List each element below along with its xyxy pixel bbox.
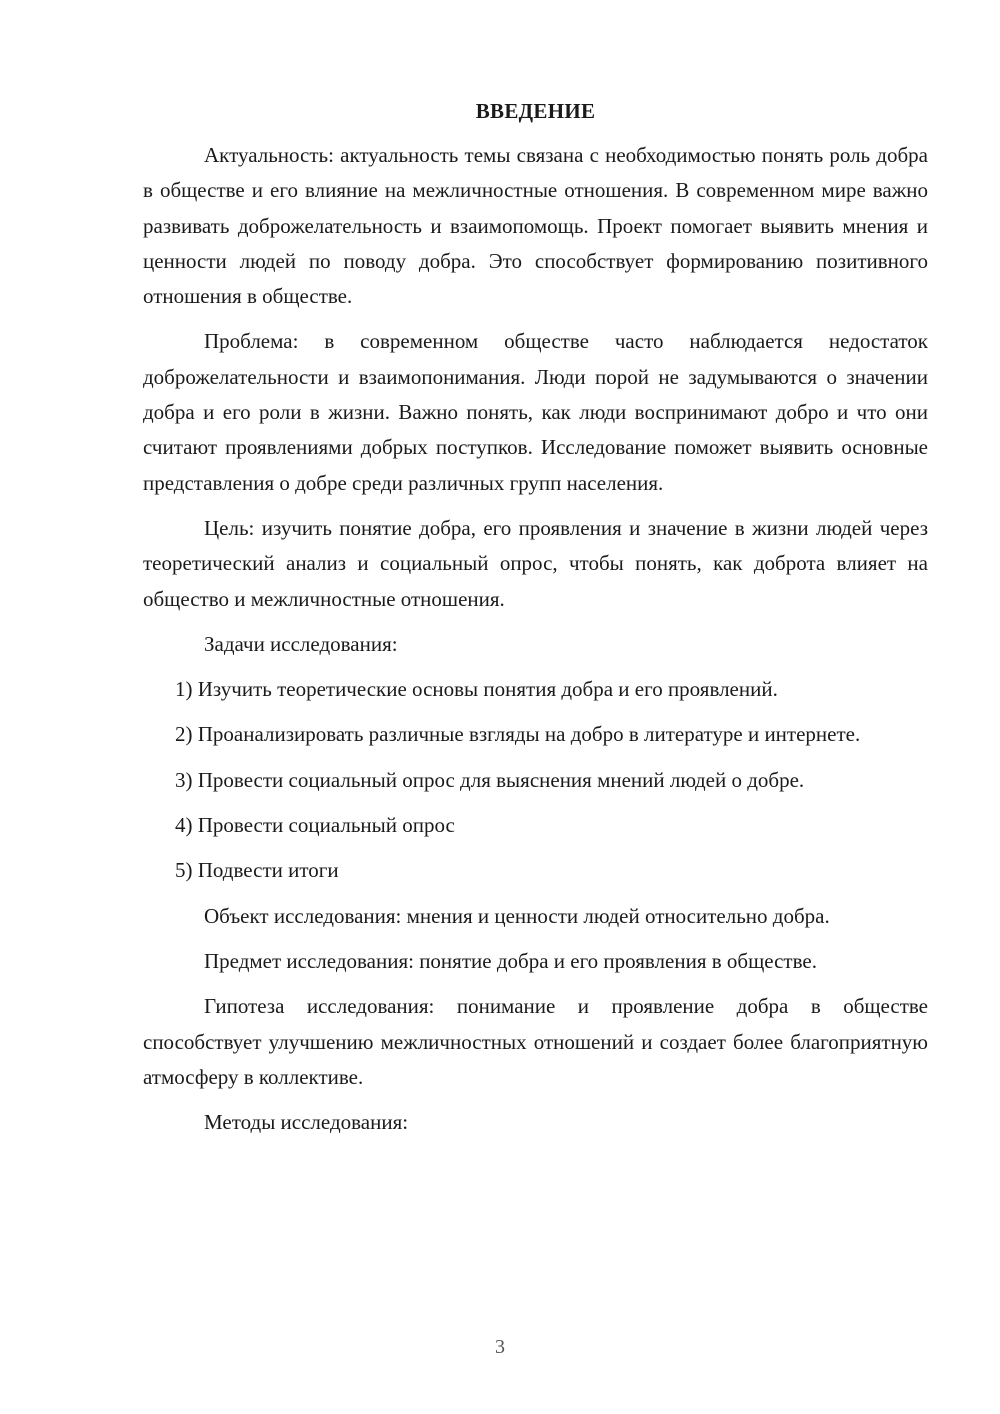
- task-item-2: 2) Проанализировать различные взгляды на добро в литературе и интернете.: [175, 722, 861, 747]
- task-item-4: 4) Провести социальный опрос: [175, 813, 455, 838]
- task-item-3: 3) Провести социальный опрос для выяснения мнений людей о добре.: [175, 767, 805, 792]
- hypothesis-paragraph: Гипотеза исследования: понимание и проявление добра в обществе способствует улучшению межличностных отношений и создает более благоприятную атмосферу в коллективе.: [143, 994, 928, 1089]
- task-item-5: 5) Подвести итоги: [175, 858, 339, 883]
- section-heading: ВВЕДЕНИЕ: [475, 99, 596, 123]
- problem-paragraph: Проблема: в современном обществе часто наблюдается недостаток доброжелательности и взаимопонимания. Люди порой не задумываются о значении добра и его роли в жизни. Важно понять, как люди воспринимают добро и что они считают проявлениями добрых поступков. Исследование поможет выявить основные представления о добре среди различных групп населения.: [143, 329, 928, 495]
- page-number: 3: [495, 1336, 505, 1358]
- object-paragraph: Объект исследования: мнения и ценности людей относительно добра.: [204, 903, 830, 928]
- task-item-1: 1) Изучить теоретические основы понятия добра и его проявлений.: [175, 677, 778, 702]
- goal-paragraph: Цель: изучить понятие добра, его проявления и значение в жизни людей через теоретический анализ и социальный опрос, чтобы понять, как доброта влияет на общество и межличностные отношения.: [143, 515, 928, 611]
- relevance-paragraph: Актуальность: актуальность темы связана с необходимостью понять роль добра в обществе и его влияние на межличностные отношения. В современном мире важно развивать доброжелательность и взаимопомощь. Проект помогает выявить мнения и ценности людей по поводу добра. Это способствует формированию позитивного отношения в обществе.: [143, 143, 928, 309]
- subject-paragraph: Предмет исследования: понятие добра и его проявления в обществе.: [204, 948, 817, 973]
- page-content: [143, 96, 928, 1150]
- methods-heading: Методы исследования:: [204, 1110, 409, 1135]
- tasks-heading: Задачи исследования:: [204, 631, 398, 656]
